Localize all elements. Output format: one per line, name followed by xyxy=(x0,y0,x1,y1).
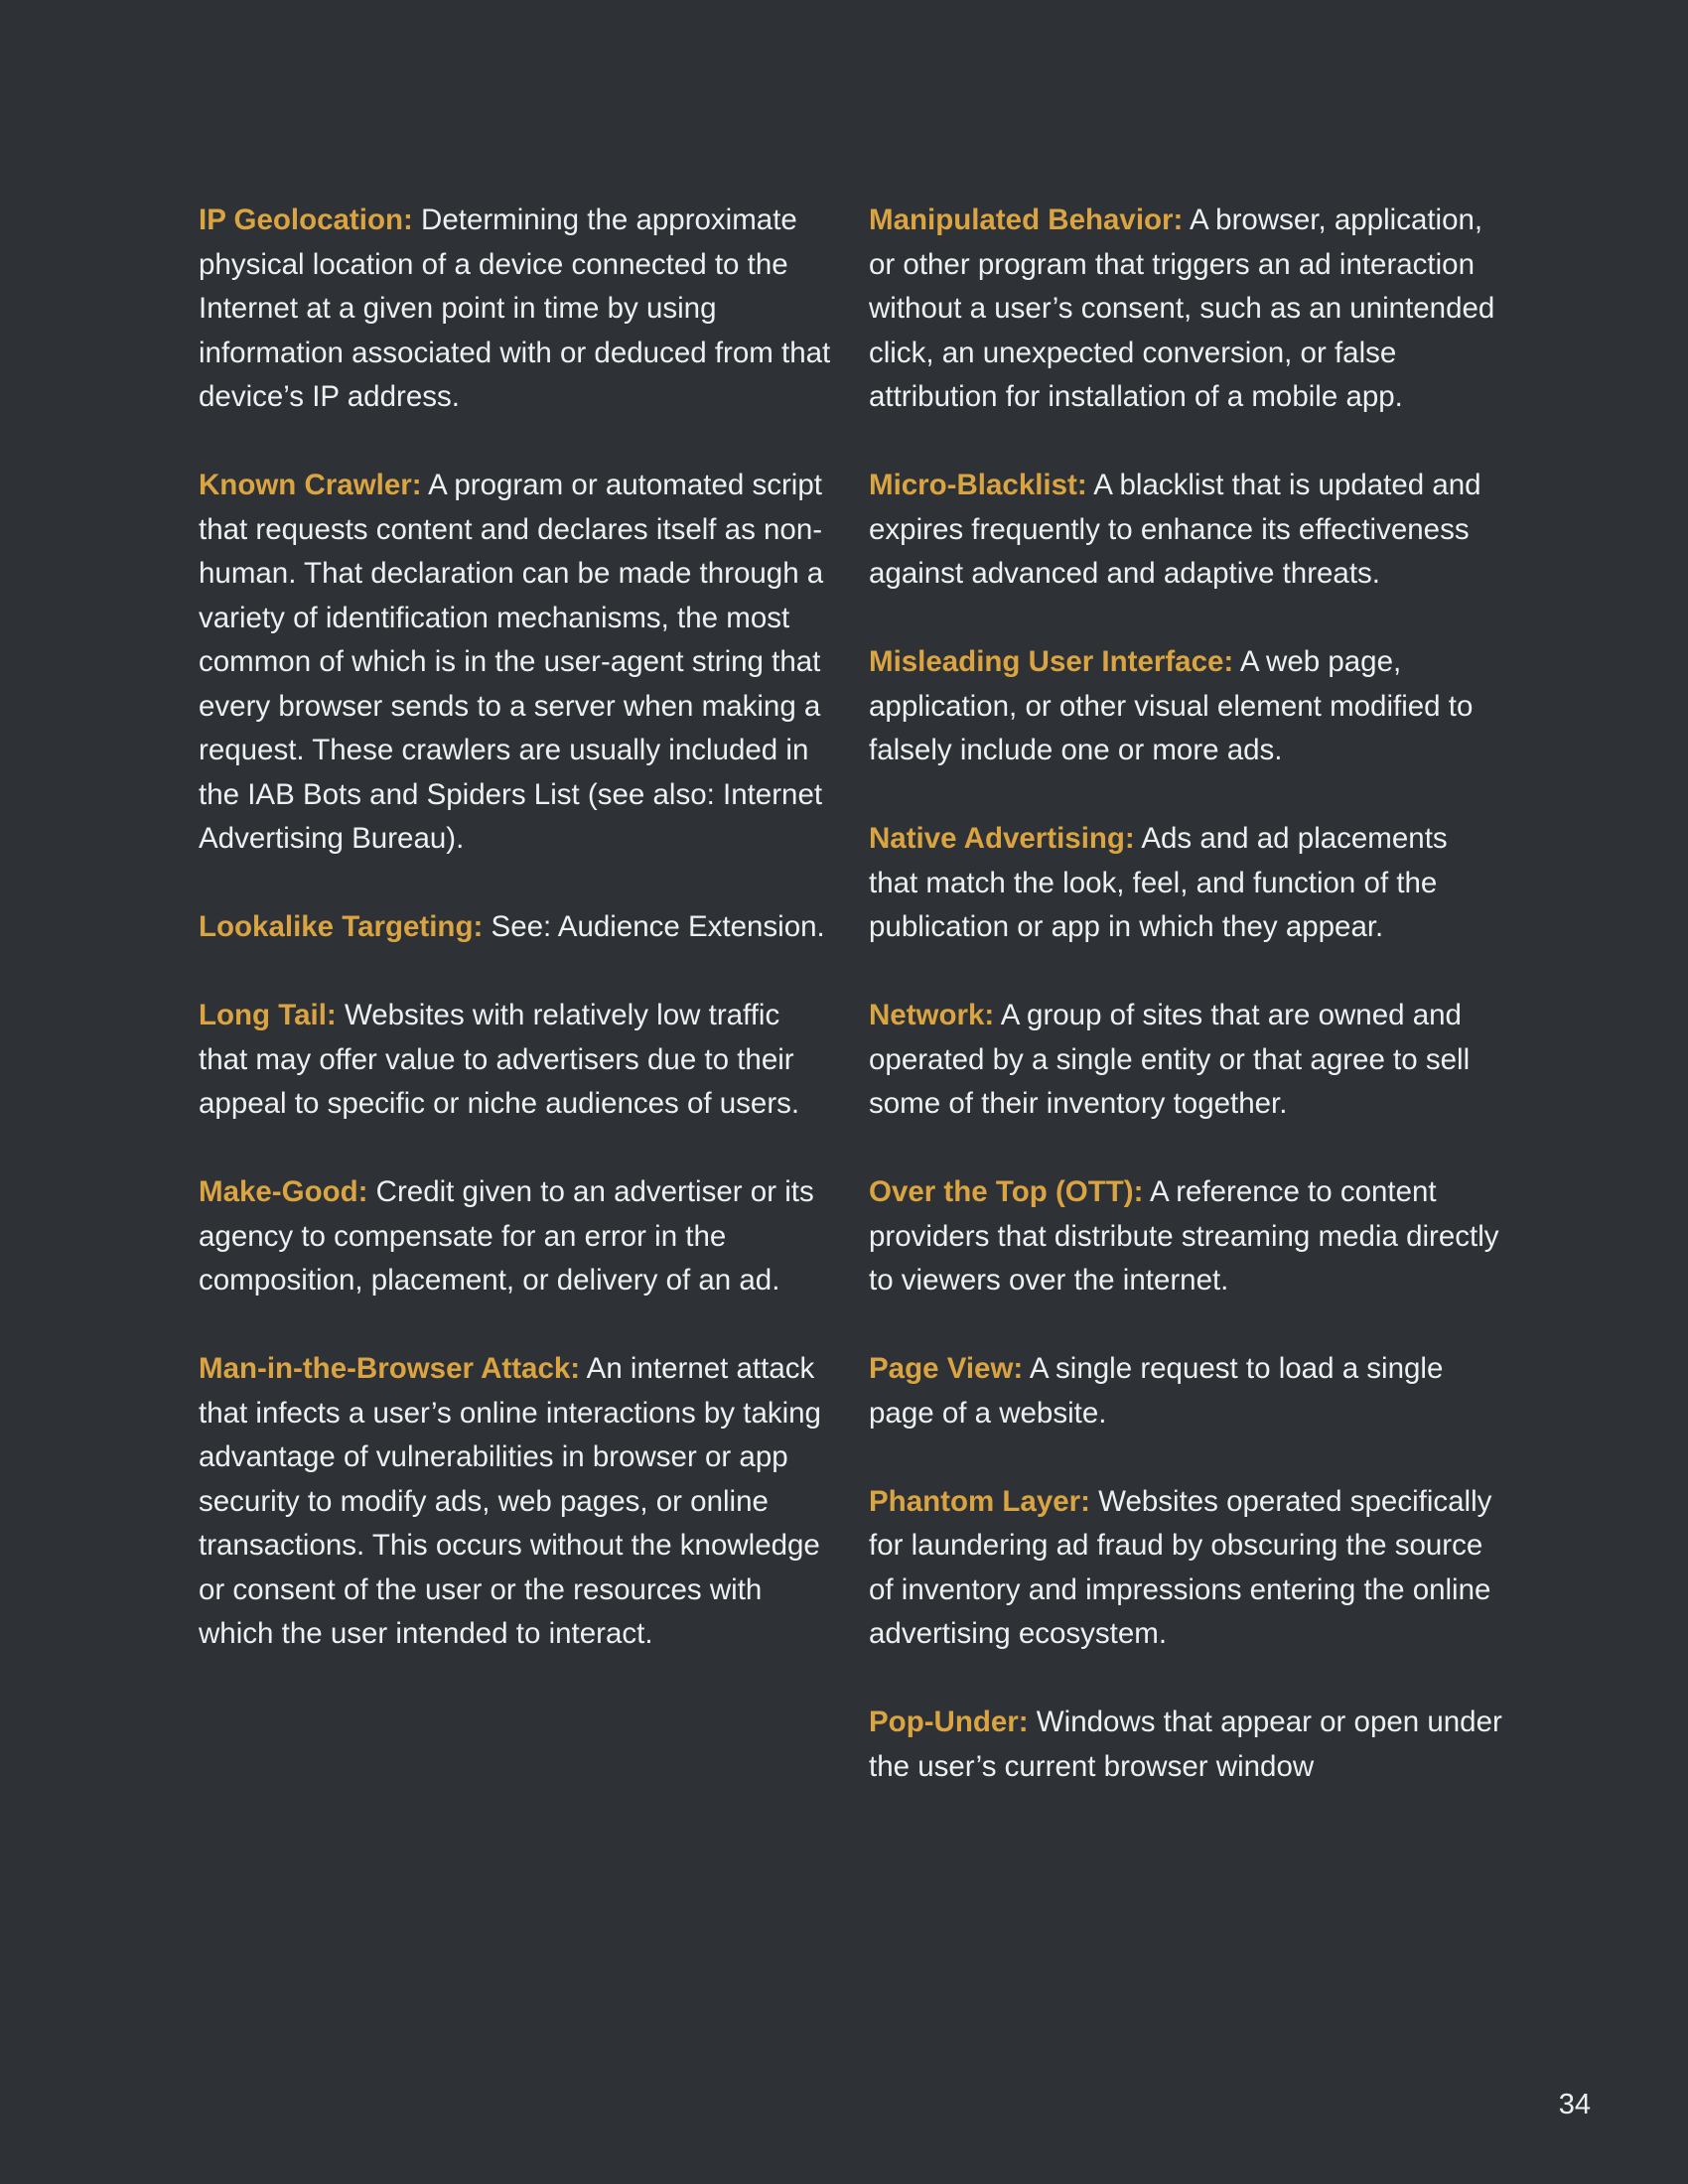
glossary-entry-make-good xyxy=(199,1170,834,1303)
glossary-term: Over the Top (OTT): xyxy=(869,1175,1144,1208)
glossary-definition: See: Audience Extension. xyxy=(491,910,825,943)
glossary-column-left xyxy=(199,199,834,1701)
glossary-term: Phantom Layer: xyxy=(869,1484,1090,1518)
glossary-entry-man-in-the-browser-attack xyxy=(199,1347,834,1657)
glossary-term: Native Advertising: xyxy=(869,822,1135,855)
glossary-definition: A program or automated script that requests content and declares itself as non-human. That declaration can be made through a variety of identification mechanisms, the most common of which is in the user-agent string that every browser sends to a server when making a request. These crawlers are usually included in the IAB Bots and Spiders List (see also: Internet Advertising Bureau). xyxy=(199,469,824,855)
glossary-term: Micro-Blacklist: xyxy=(869,469,1087,501)
glossary-definition: A group of sites that are owned and operated by a single entity or that agree to sell some of their inventory together. xyxy=(869,999,1471,1120)
glossary-entry-known-crawler xyxy=(199,464,834,862)
glossary-term: Make-Good: xyxy=(199,1175,368,1208)
glossary-definition: A browser, application, or other program that triggers an ad interaction without a user’s consent, such as an unintended click, an unexpected conversion, or false attribution for installation of a mobile app. xyxy=(869,204,1495,413)
glossary-term: Long Tail: xyxy=(199,999,337,1031)
glossary-entry-page-view xyxy=(869,1347,1504,1435)
glossary-entry-lookalike-targeting xyxy=(199,905,834,950)
glossary-definition: Determining the approximate physical location of a device connected to the Internet at a given point in time by using information associated with or deduced from that device’s IP address. xyxy=(199,204,831,413)
glossary-term: Pop-Under: xyxy=(869,1706,1029,1738)
glossary-entry-pop-under xyxy=(869,1701,1504,1789)
glossary-entry-misleading-user-interface xyxy=(869,640,1504,773)
glossary-definition: Websites operated specifically for laundering ad fraud by obscuring the source of inventory and impressions entering the online advertising ecosystem. xyxy=(869,1484,1492,1650)
glossary-definition: A blacklist that is updated and expires frequently to enhance its effectiveness against advanced and adaptive threats. xyxy=(869,469,1481,590)
glossary-entry-phantom-layer xyxy=(869,1480,1504,1657)
glossary-entry-micro-blacklist xyxy=(869,464,1504,597)
glossary-term: Man-in-the-Browser Attack: xyxy=(199,1352,581,1385)
glossary-term: Network: xyxy=(869,999,995,1031)
glossary-term: IP Geolocation: xyxy=(199,204,413,236)
glossary-definition: Credit given to an advertiser or its agency to compensate for an error in the composition, placement, or delivery of an ad. xyxy=(199,1175,814,1297)
glossary-entry-manipulated-behavior xyxy=(869,199,1504,420)
glossary-term: Known Crawler: xyxy=(199,469,422,501)
glossary-term: Manipulated Behavior: xyxy=(869,204,1184,236)
glossary-term: Page View: xyxy=(869,1352,1024,1385)
glossary-entry-long-tail xyxy=(199,994,834,1127)
glossary-entry-native-advertising xyxy=(869,817,1504,950)
glossary-definition: An internet attack that infects a user’s online interactions by taking advantage of vulnerabilities in browser or app security to modify ads, web pages, or online transactions. This occurs without the knowledge or consent of the user or the resources with which the user intended to interact. xyxy=(199,1352,821,1650)
glossary-entry-network xyxy=(869,994,1504,1127)
glossary-entry-over-the-top xyxy=(869,1170,1504,1303)
glossary-definition: Windows that appear or open under the user’s current browser window xyxy=(869,1706,1502,1783)
glossary-entry-ip-geolocation xyxy=(199,199,834,420)
page-number: 34 xyxy=(1558,2089,1591,2120)
glossary-definition: A reference to content providers that distribute streaming media directly to viewers over the internet. xyxy=(869,1175,1499,1297)
glossary-term: Lookalike Targeting: xyxy=(199,910,484,943)
glossary-definition: Websites with relatively low traffic that may offer value to advertisers due to their appeal to specific or niche audiences of users. xyxy=(199,999,800,1120)
glossary-column-right xyxy=(869,199,1504,1834)
glossary-term: Misleading User Interface: xyxy=(869,645,1234,678)
glossary-definition: A web page, application, or other visual element modified to falsely include one or more ads. xyxy=(869,645,1474,766)
glossary-definition: Ads and ad placements that match the look, feel, and function of the publication or app in which they appear. xyxy=(869,822,1448,943)
glossary-definition: A single request to load a single page of a website. xyxy=(869,1352,1444,1430)
